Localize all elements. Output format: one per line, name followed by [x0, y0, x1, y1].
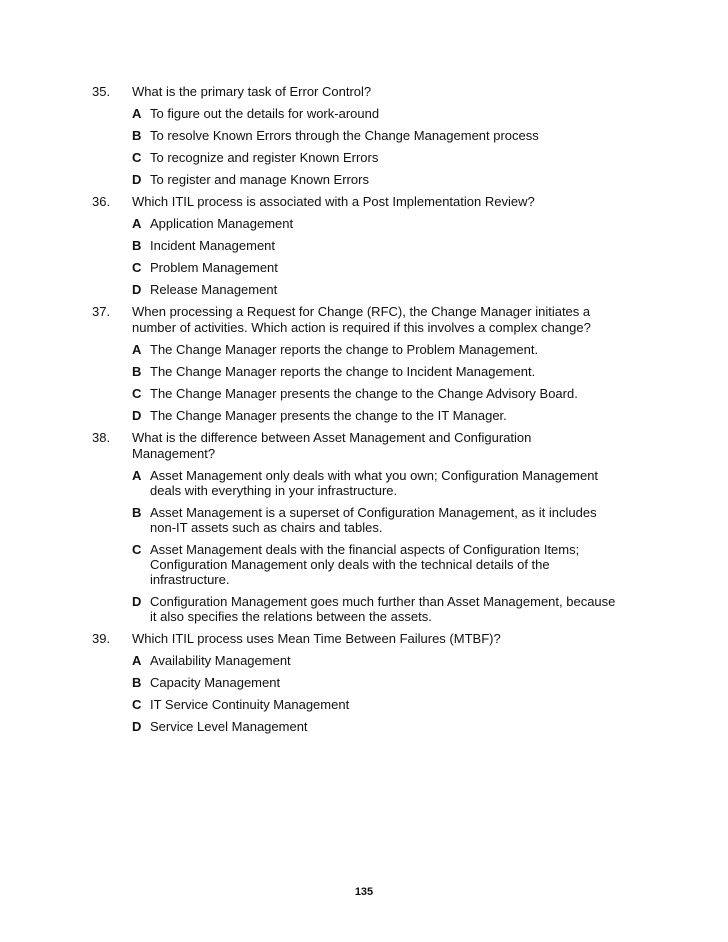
option-letter: B: [132, 128, 142, 143]
option-b: [132, 238, 652, 253]
question-35: [92, 84, 652, 187]
question-list: [92, 84, 652, 741]
option-text: The Change Manager presents the change to the IT Manager.: [150, 408, 507, 423]
option-text: Asset Management only deals with what you own; Configuration Management deals with everything in your infrastructure.: [150, 468, 599, 498]
option-d: [132, 172, 652, 187]
answer-options: [132, 468, 652, 624]
option-text: To recognize and register Known Errors: [150, 150, 379, 165]
option-b: [132, 505, 652, 535]
option-d: [132, 719, 652, 734]
option-text: Release Management: [150, 282, 278, 297]
option-c: [132, 697, 652, 712]
question-text: Which ITIL process is associated with a Post Implementation Review?: [132, 194, 535, 209]
option-text: Application Management: [150, 216, 294, 231]
option-text: The Change Manager reports the change to Problem Management.: [150, 342, 539, 357]
question-number: 35.: [92, 84, 111, 99]
question-36: [92, 194, 652, 297]
option-text: IT Service Continuity Management: [150, 697, 350, 712]
option-text: The Change Manager reports the change to Incident Management.: [150, 364, 536, 379]
option-c: [132, 386, 652, 401]
option-letter: D: [132, 282, 142, 297]
option-text: Problem Management: [150, 260, 278, 275]
page-number: 135: [354, 886, 374, 898]
question-number: 38.: [92, 430, 111, 445]
answer-options: [132, 216, 652, 297]
option-letter: C: [132, 386, 142, 401]
question-text: What is the difference between Asset Management and Configuration Management?: [132, 430, 532, 461]
option-text: Capacity Management: [150, 675, 281, 690]
option-letter: B: [132, 675, 142, 690]
option-letter: A: [132, 106, 142, 121]
option-a: [132, 468, 652, 498]
option-letter: B: [132, 364, 142, 379]
option-letter: A: [132, 653, 142, 668]
option-a: [132, 342, 652, 357]
option-b: [132, 364, 652, 379]
question-39: [92, 631, 652, 734]
option-a: [132, 216, 652, 231]
question-number: 39.: [92, 631, 111, 646]
option-letter: D: [132, 408, 142, 423]
question-number: 37.: [92, 304, 111, 319]
answer-options: [132, 342, 652, 423]
option-text: Availability Management: [150, 653, 291, 668]
option-text: Service Level Management: [150, 719, 308, 734]
option-letter: C: [132, 260, 142, 275]
option-text: Asset Management deals with the financial aspects of Configuration Items; Configuration Management only deals with the technical details of the infrastructure.: [150, 542, 580, 587]
option-c: [132, 150, 652, 165]
option-letter: A: [132, 216, 142, 231]
option-text: To register and manage Known Errors: [150, 172, 369, 187]
option-text: Configuration Management goes much further than Asset Management, because it also specifies the relations between the assets.: [150, 594, 616, 624]
option-letter: D: [132, 594, 142, 609]
question-text: When processing a Request for Change (RFC), the Change Manager initiates a number of activities. Which action is required if this involves a complex change?: [132, 304, 591, 335]
option-text: To resolve Known Errors through the Change Management process: [150, 128, 539, 143]
option-letter: D: [132, 719, 142, 734]
option-letter: A: [132, 342, 142, 357]
question-37: [92, 304, 652, 423]
option-letter: C: [132, 150, 142, 165]
option-c: [132, 260, 652, 275]
answer-options: [132, 106, 652, 187]
option-d: [132, 594, 652, 624]
option-text: Asset Management is a superset of Configuration Management, as it includes non-IT assets such as chairs and tables.: [150, 505, 597, 535]
option-letter: B: [132, 238, 142, 253]
option-text: Incident Management: [150, 238, 276, 253]
option-b: [132, 128, 652, 143]
option-letter: C: [132, 697, 142, 712]
option-text: To figure out the details for work-around: [150, 106, 380, 121]
option-b: [132, 675, 652, 690]
answer-options: [132, 653, 652, 734]
question-text: What is the primary task of Error Control?: [132, 84, 372, 99]
option-d: [132, 282, 652, 297]
option-c: [132, 542, 652, 587]
option-d: [132, 408, 652, 423]
question-38: [92, 430, 652, 624]
question-number: 36.: [92, 194, 111, 209]
question-text: Which ITIL process uses Mean Time Between Failures (MTBF)?: [132, 631, 501, 646]
option-letter: C: [132, 542, 142, 557]
option-a: [132, 653, 652, 668]
option-letter: B: [132, 505, 142, 520]
option-text: The Change Manager presents the change to the Change Advisory Board.: [150, 386, 578, 401]
option-a: [132, 106, 652, 121]
option-letter: D: [132, 172, 142, 187]
option-letter: A: [132, 468, 142, 483]
